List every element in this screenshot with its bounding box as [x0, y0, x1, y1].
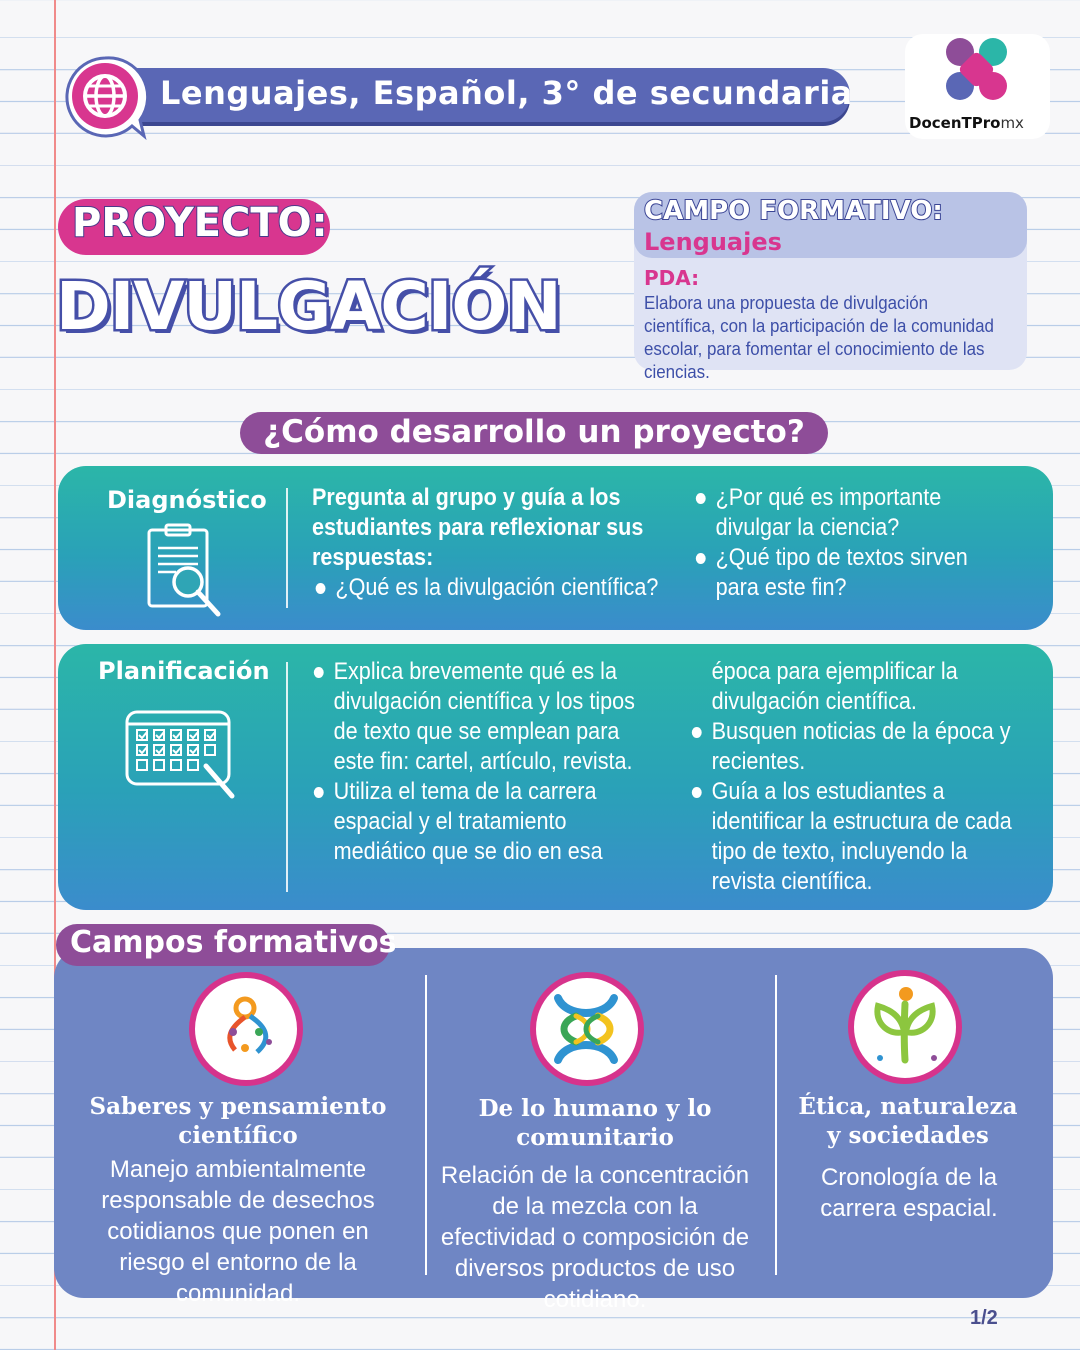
campo-formativo-value: Lenguajes [644, 228, 782, 256]
campos-separator-2 [775, 975, 777, 1275]
planificacion-content-right [690, 657, 1030, 897]
campo-formativo-title: CAMPO FORMATIVO: [644, 196, 943, 226]
project-name: DIVULGACIÓN [56, 268, 561, 345]
planificacion-divider [286, 662, 288, 892]
page-number: 1/2 [970, 1307, 998, 1329]
planificacion-bullet-1: Explica brevemente qué es la divulgación científica y los tipos de texto que se emplean para este fin: cartel, artículo, revista. [312, 657, 645, 777]
diagnostico-question-3: ¿Qué tipo de textos sirven para este fin? [694, 543, 991, 603]
humano-icon [530, 972, 644, 1086]
campo-1-name: Saberes y pensamiento científico [89, 1093, 387, 1149]
campo-3-name: Ética, naturaleza y sociedades [798, 1093, 1018, 1149]
planificacion-content-left [312, 657, 645, 867]
logo-text: DocenTPromx [909, 114, 1024, 132]
campo-1-desc: Manejo ambientalmente responsable de desechos cotidianos que ponen en riesgo el entorno de la comunidad. [101, 1156, 375, 1307]
diagnostico-intro: Pregunta al grupo y guía a los estudiantes para reflexionar sus respuestas: [312, 484, 644, 571]
clipboard-search-icon [140, 522, 224, 620]
calendar-checklist-icon [124, 704, 240, 800]
saberes-icon [189, 972, 303, 1086]
proyecto-label: PROYECTO: [72, 200, 328, 246]
planificacion-label: Planificación [98, 657, 270, 685]
planificacion-bullet-4: Guía a los estudiantes a identificar la estructura de cada tipo de texto, incluyendo la revista científica. [690, 777, 1030, 897]
planificacion-bullet-2-cont: época para ejemplificar la divulgación científica. [711, 658, 958, 715]
campo-2-name: De lo humano y lo comunitario [478, 1095, 712, 1151]
campo-2-desc: Relación de la concentración de la mezcla con la efectividad o composición de diversos productos de uso cotidiano. [440, 1162, 750, 1313]
campos-separator-1 [425, 975, 427, 1275]
section-title: ¿Cómo desarrollo un proyecto? [263, 414, 805, 450]
pda-text: Elabora una propuesta de divulgación científica, con la participación de la comunidad escolar, para fomentar el conocimiento de las ciencias. [644, 293, 994, 382]
campos-formativos-title: Campos formativos [70, 925, 397, 960]
diagnostico-questions-right [694, 483, 991, 603]
diagnostico-question-2: ¿Por qué es importante divulgar la ciencia? [694, 483, 991, 543]
pda-label: PDA: [644, 266, 700, 290]
planificacion-bullet-3: Busquen noticias de la época y recientes. [690, 717, 1030, 777]
globe-chat-icon [62, 54, 148, 140]
etica-icon [848, 970, 962, 1084]
diagnostico-divider [286, 488, 288, 608]
diagnostico-content [312, 483, 672, 603]
planificacion-bullet-2: Utiliza el tema de la carrera espacial y el tratamiento mediático que se dio en esa [312, 777, 645, 867]
diagnostico-label: Diagnóstico [107, 486, 267, 514]
header-title: Lenguajes, Español, 3° de secundaria [160, 74, 853, 112]
campo-3-desc: Cronología de la carrera espacial. [820, 1164, 998, 1222]
diagnostico-question-1: ¿Qué es la divulgación científica? [314, 573, 672, 603]
